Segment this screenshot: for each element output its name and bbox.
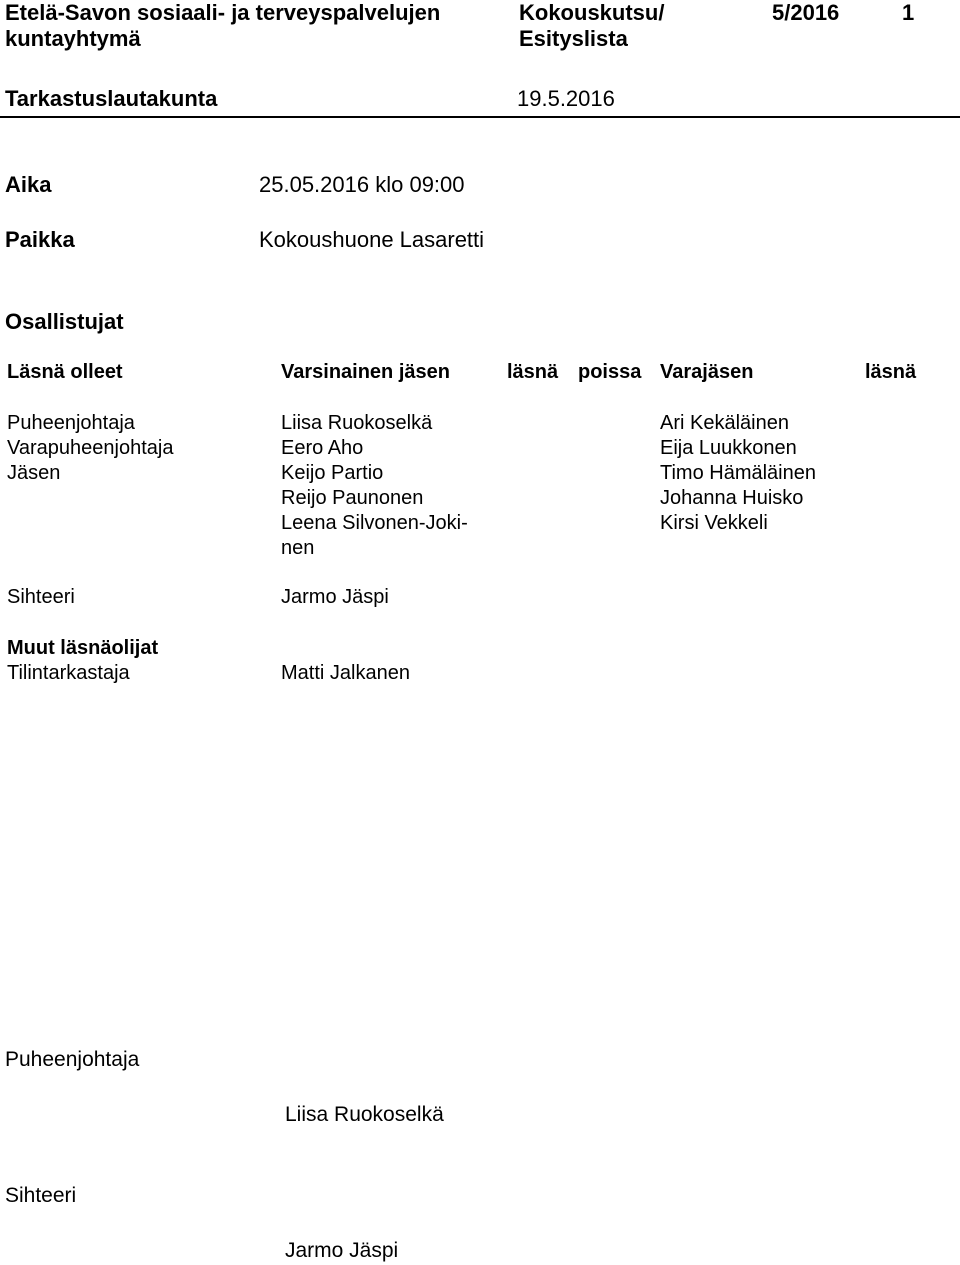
row-member: Liisa Ruokoselkä: [281, 412, 433, 434]
row-deputy: Timo Hämäläinen: [660, 462, 816, 484]
time-label: Aika: [5, 172, 52, 197]
auditor-name: Matti Jalkanen: [281, 662, 410, 684]
auditor-label: Tilintarkastaja: [7, 662, 130, 684]
row-role: Jäsen: [7, 462, 61, 484]
header-divider: [0, 116, 960, 118]
header-date: 19.5.2016: [517, 86, 615, 111]
row-role: Varapuheenjohtaja: [7, 437, 174, 459]
signature-chair-name: Liisa Ruokoselkä: [285, 1103, 444, 1126]
document-type-line1: Kokouskutsu/: [519, 0, 665, 25]
secretary-name: Jarmo Jäspi: [281, 586, 389, 608]
row-member: Reijo Paunonen: [281, 487, 424, 509]
row-deputy: Johanna Huisko: [660, 487, 804, 509]
row-deputy: Eija Luukkonen: [660, 437, 797, 459]
section-title-participants: Osallistujat: [5, 309, 124, 334]
row-deputy: Ari Kekäläinen: [660, 412, 789, 434]
place-label: Paikka: [5, 227, 75, 252]
page-number: 1: [902, 0, 915, 25]
signature-secretary-name: Jarmo Jäspi: [285, 1239, 399, 1262]
others-title: Muut läsnäolijat: [7, 637, 159, 659]
organization-name-line2: kuntayhtymä: [5, 26, 141, 51]
document-type-line2: Esityslista: [519, 26, 628, 51]
secretary-label: Sihteeri: [7, 586, 75, 608]
column-header-absent: poissa: [578, 361, 642, 383]
column-header-deputy: Varajäsen: [660, 361, 754, 383]
time-value: 25.05.2016 klo 09:00: [259, 172, 465, 197]
row-role: Puheenjohtaja: [7, 412, 135, 434]
board-name: Tarkastuslautakunta: [5, 86, 218, 111]
row-member: Keijo Partio: [281, 462, 384, 484]
row-member: nen: [281, 537, 315, 559]
row-member: Eero Aho: [281, 437, 364, 459]
column-header-member: Varsinainen jäsen: [281, 361, 450, 383]
column-header-deputy-present: läsnä: [865, 361, 917, 383]
column-header-member-present: läsnä: [507, 361, 559, 383]
organization-name-line1: Etelä-Savon sosiaali- ja terveyspalvelujen: [5, 0, 441, 25]
place-value: Kokoushuone Lasaretti: [259, 227, 485, 252]
row-member: Leena Silvonen-Joki-: [281, 512, 468, 534]
column-header-present: Läsnä olleet: [7, 361, 123, 383]
row-deputy: Kirsi Vekkeli: [660, 512, 768, 534]
signature-chair-label: Puheenjohtaja: [5, 1048, 140, 1071]
signature-secretary-label: Sihteeri: [5, 1184, 77, 1207]
document-number: 5/2016: [772, 0, 840, 25]
